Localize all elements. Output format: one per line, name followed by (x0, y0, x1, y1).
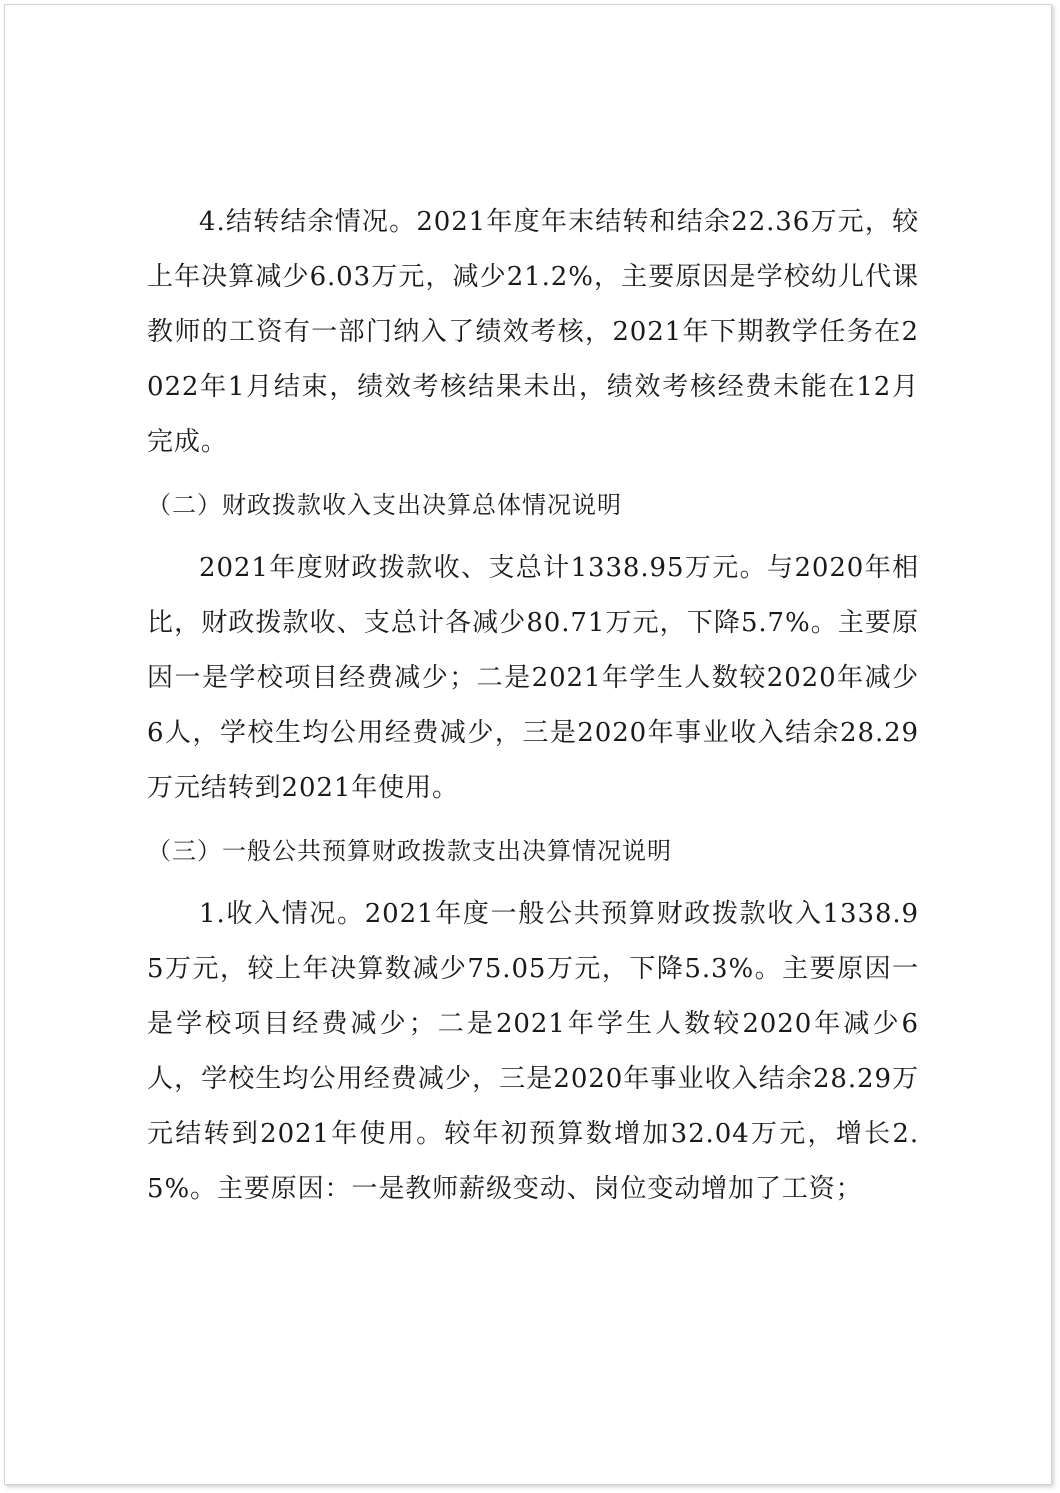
spacer (147, 879, 919, 887)
spacer (147, 470, 919, 478)
paragraph-carryover: 4.结转结余情况。2021年度年末结转和结余22.36万元，较上年决算减少6.03万元，减少21.2%，主要原因是学校幼儿代课教师的工资有一部门纳入了绩效考核，2021年下期教学任务在2022年1月结束，绩效考核结果未出，绩效考核经费未能在12月完成。 (147, 207, 919, 457)
spacer (147, 533, 919, 541)
spacer (147, 816, 919, 824)
section-heading-2: （二）财政拨款收入支出决算总体情况说明 (147, 491, 622, 519)
paragraph-income: 1.收入情况。2021年度一般公共预算财政拨款收入1338.95万元，较上年决算数减少75.05万元，下降5.3%。主要原因一是学校项目经费减少；二是2021年学生人数较2020年减少6人，学校生均公用经费减少，三是2020年事业收入结余28.29万元结转到2021年使用。较年初预算数增加32.04万元，增长2.5%。主要原因：一是教师薪级变动、岗位变动增加了工资； (147, 899, 919, 1204)
document-body (147, 195, 919, 1217)
document-page (4, 4, 1052, 1485)
section-heading-3: （三）一般公共预算财政拨款支出决算情况说明 (147, 837, 672, 865)
paragraph-fiscal-summary: 2021年度财政拨款收、支总计1338.95万元。与2020年相比，财政拨款收、支总计各减少80.71万元，下降5.7%。主要原因一是学校项目经费减少；二是2021年学生人数较2020年减少6人，学校生均公用经费减少，三是2020年事业收入结余28.29万元结转到2021年使用。 (147, 553, 919, 803)
